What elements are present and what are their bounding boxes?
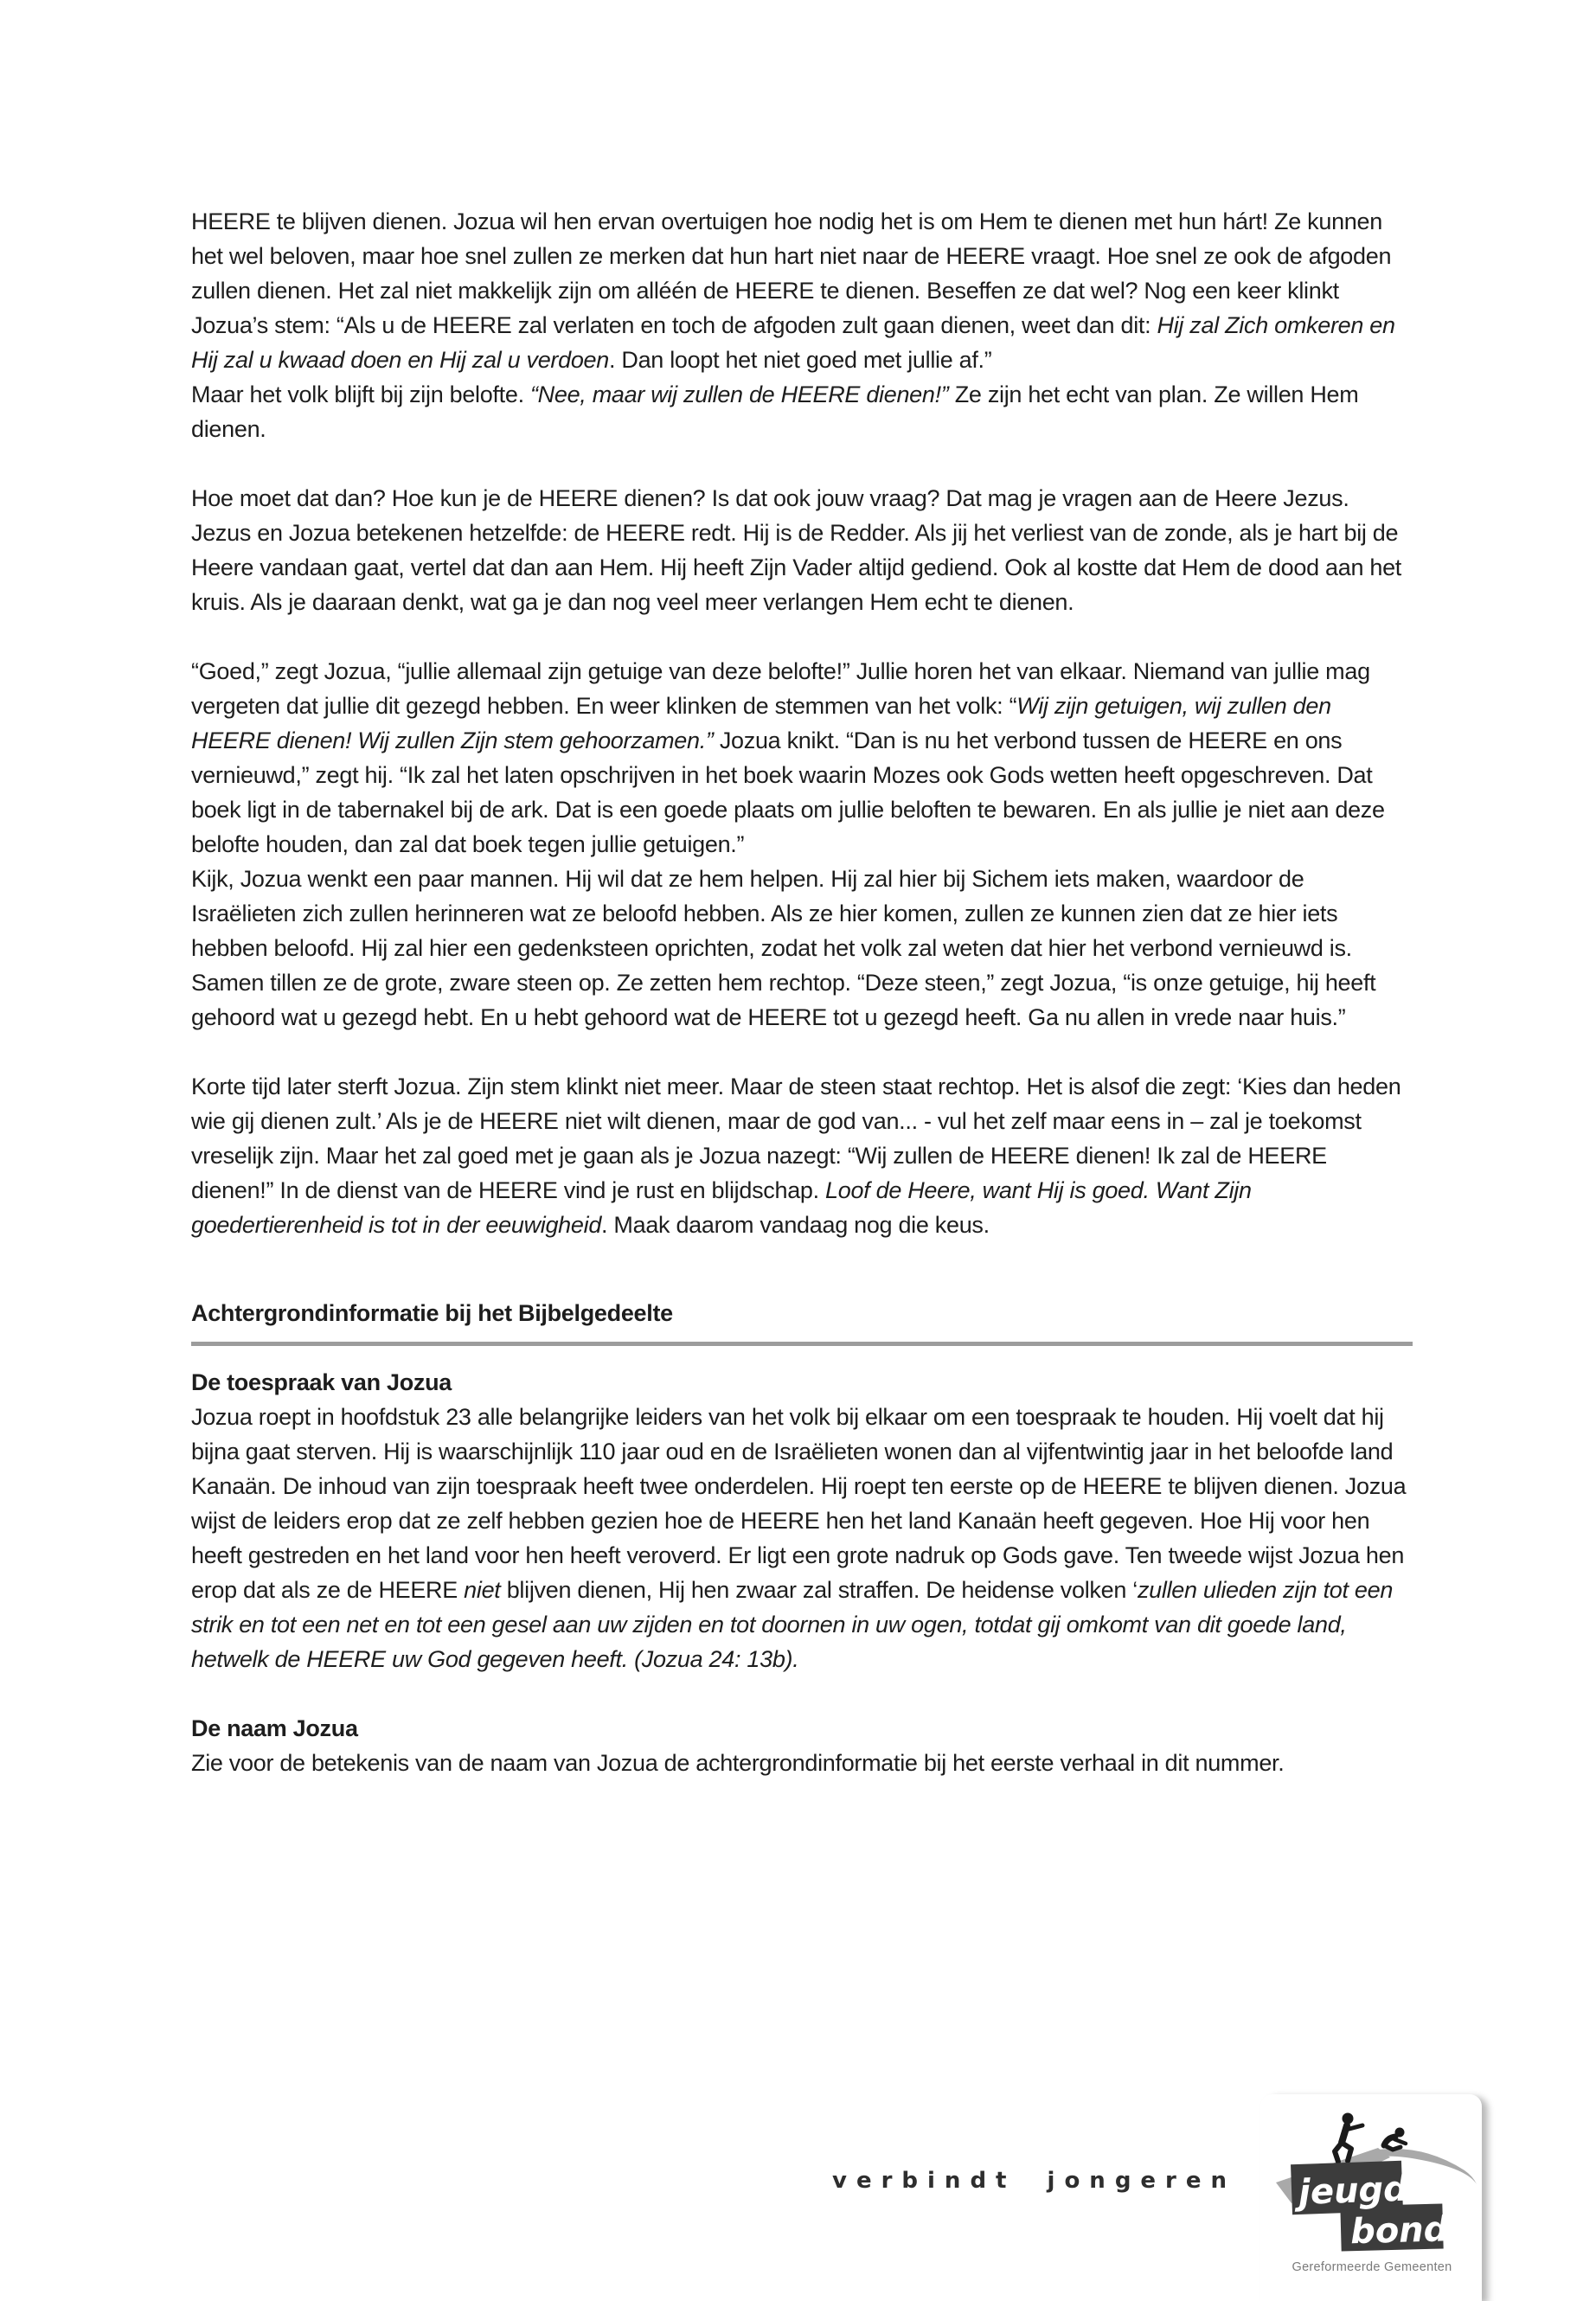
subsection-paragraph — [191, 1746, 1413, 1780]
text-run: “Goed,” zegt Jozua, “jullie allemaal zijn getuige van deze belofte!” Jullie horen het van elkaar. Niemand van jullie mag vergeten dat jullie dit gezegd hebben. En weer klinken de stemmen van het volk: “ — [191, 658, 1370, 719]
text-run: Korte tijd later sterft Jozua. Zijn stem klinkt niet meer. Maar de steen staat rechtop. Het is alsof die zegt: ‘Kies dan heden wie gij dienen zult.’ Als je de HEERE niet wilt dienen, maar de god van... - vul het zelf maar eens in – zal je toekomst vreselijk zijn. Maar het zal goed met je gaan als je Jozua nazegt: “Wij zullen de HEERE dienen! Ik zal de HEERE dienen!” In de dienst van de HEERE vind je rust en blijdschap. — [191, 1074, 1401, 1203]
tagline-verbindt-jongeren: verbindt jongeren — [832, 2168, 1237, 2194]
crouching-figure-icon — [1384, 2128, 1406, 2150]
jeugdbond-logo — [1260, 2094, 1482, 2301]
subsection-paragraph — [191, 1400, 1413, 1676]
jeugdbond-logo-art — [1260, 2094, 1482, 2301]
text-run: Maar het volk blijft bij zijn belofte. — [191, 381, 530, 407]
text-run: Jozua knikt. “Dan is nu het verbond tussen de HEERE en ons vernieuwd,” zegt hij. “Ik zal het laten opschrijven in het boek waarin Mozes ook Gods wetten heeft opgeschreven. Dat boek ligt in de tabernakel bij de ark. Dat is een goede plaats om jullie beloften te bewaren. En als jullie je niet aan deze belofte houden, dan zal dat boek tegen jullie getuigen.” — [191, 727, 1385, 857]
story-paragraph — [191, 1069, 1413, 1242]
italic-run: zullen ulieden zijn tot een strik en tot een net en tot een gesel aan uw zijden en tot doornen in uw ogen, totdat gij omkomt van dit goede land, hetwelk de HEERE uw God gegeven heeft. (Jozua 24: 13b). — [191, 1577, 1394, 1672]
text-run: Kijk, Jozua wenkt een paar mannen. Hij wil dat ze hem helpen. Hij zal hier bij Sichem iets maken, waardoor de Israëlieten zich zullen herinneren wat ze beloofd hebben. Als ze hier komen, zullen ze kunnen zien dat ze hier iets hebben beloofd. Hij zal hier een gedenksteen oprichten, zodat het volk zal weten dat hier het verbond vernieuwd is. Samen tillen ze de grote, zware steen op. Ze zetten hem rechtop. “Deze steen,” zegt Jozua, “is onze getuige, hij heeft gehoord wat u gezegd hebt. En u hebt gehoord wat de HEERE tot u gezegd heeft. Ga nu allen in vrede naar huis.” — [191, 866, 1376, 1030]
italic-run: Wij zijn getuigen, wij zullen den HEERE dienen! Wij zullen Zijn stem gehoorzamen.” — [191, 693, 1331, 753]
subsection-toespraak-van-jozua — [191, 1365, 1413, 1676]
story-paragraph — [191, 654, 1413, 1035]
text-run: . Maak daarom vandaag nog die keus. — [601, 1212, 990, 1238]
italic-run: Hij zal Zich omkeren en Hij zal u kwaad doen en Hij zal u verdoen — [191, 312, 1395, 373]
text-run: Jozua roept in hoofdstuk 23 alle belangrijke leiders van het volk bij elkaar om een toespraak te houden. Hij voelt dat hij bijna gaat sterven. Hij is waarschijnlijk 110 jaar oud en de Israëlieten wonen dan al vijfentwintig jaar in het beloofde land Kanaän. De inhoud van zijn toespraak heeft twee onderdelen. Hij roept ten eerste op de HEERE te blijven dienen. Jozua wijst de leiders erop dat ze zelf hebben gezien hoe de HEERE hen het land Kanaän heeft gegeven. Hoe Hij voor hen heeft gestreden en het land voor hen heeft veroverd. Er ligt een grote nadruk op Gods gave. Ten tweede wijst Jozua hen erop dat als ze de HEERE — [191, 1404, 1407, 1603]
leaping-figure-icon — [1335, 2113, 1362, 2163]
text-run: Zie voor de betekenis van de naam van Jozua de achtergrondinformatie bij het eerste verhaal in dit nummer. — [191, 1750, 1285, 1776]
subsection-title: De toespraak van Jozua — [191, 1369, 452, 1395]
section-heading: Achtergrondinformatie bij het Bijbelgedeelte — [191, 1300, 673, 1326]
logo-word-bond: bond — [1349, 2209, 1449, 2253]
italic-run: niet — [464, 1577, 501, 1603]
text-run: blijven dienen, Hij hen zwaar zal straffen. De heidense volken ‘ — [500, 1577, 1138, 1603]
story-paragraph — [191, 481, 1413, 619]
story-paragraph — [191, 204, 1413, 446]
text-run: HEERE te blijven dienen. Jozua wil hen ervan overtuigen hoe nodig het is om Hem te dienen met hun hárt! Ze kunnen het wel beloven, maar hoe snel zullen ze merken dat hun hart niet naar de HEERE vraagt. Hoe snel ze ook de afgoden zullen dienen. Het zal niet makkelijk zijn om alléén de HEERE te dienen. Beseffen ze dat wel? Nog een keer klinkt Jozua’s stem: “Als u de HEERE zal verlaten en toch de afgoden zult gaan dienen, weet dan dit: — [191, 208, 1392, 338]
italic-run: Loof de Heere, want Hij is goed. Want Zijn goedertierenheid is tot in der eeuwigheid — [191, 1177, 1252, 1238]
text-run: . Dan loopt het niet goed met jullie af.” — [608, 347, 992, 373]
subsection-de-naam-jozua — [191, 1711, 1413, 1780]
text-run: Ze zijn het echt van plan. Ze willen Hem dienen. — [191, 381, 1359, 442]
subsection-title: De naam Jozua — [191, 1715, 358, 1741]
logo-word-jeugd: jeugd — [1298, 2169, 1409, 2213]
text-run: Hoe moet dat dan? Hoe kun je de HEERE dienen? Is dat ook jouw vraag? Dat mag je vragen aan de Heere Jezus. Jezus en Jozua betekenen hetzelfde: de HEERE redt. Hij is de Redder. Als jij het verliest van de zonde, als je hart bij de Heere vandaan gaat, vertel dat dan aan Hem. Hij heeft Zijn Vader altijd gediend. Ook al kostte dat Hem de dood aan het kruis. Als je daaraan denkt, wat ga je dan nog veel meer verlangen Hem echt te dienen. — [191, 485, 1401, 615]
section-divider-rule — [191, 1342, 1413, 1346]
logo-subtitle: Gereformeerde Gemeenten — [1292, 2260, 1452, 2274]
italic-run: “Nee, maar wij zullen de HEERE dienen!” — [529, 381, 949, 407]
page-content — [191, 204, 1413, 1780]
